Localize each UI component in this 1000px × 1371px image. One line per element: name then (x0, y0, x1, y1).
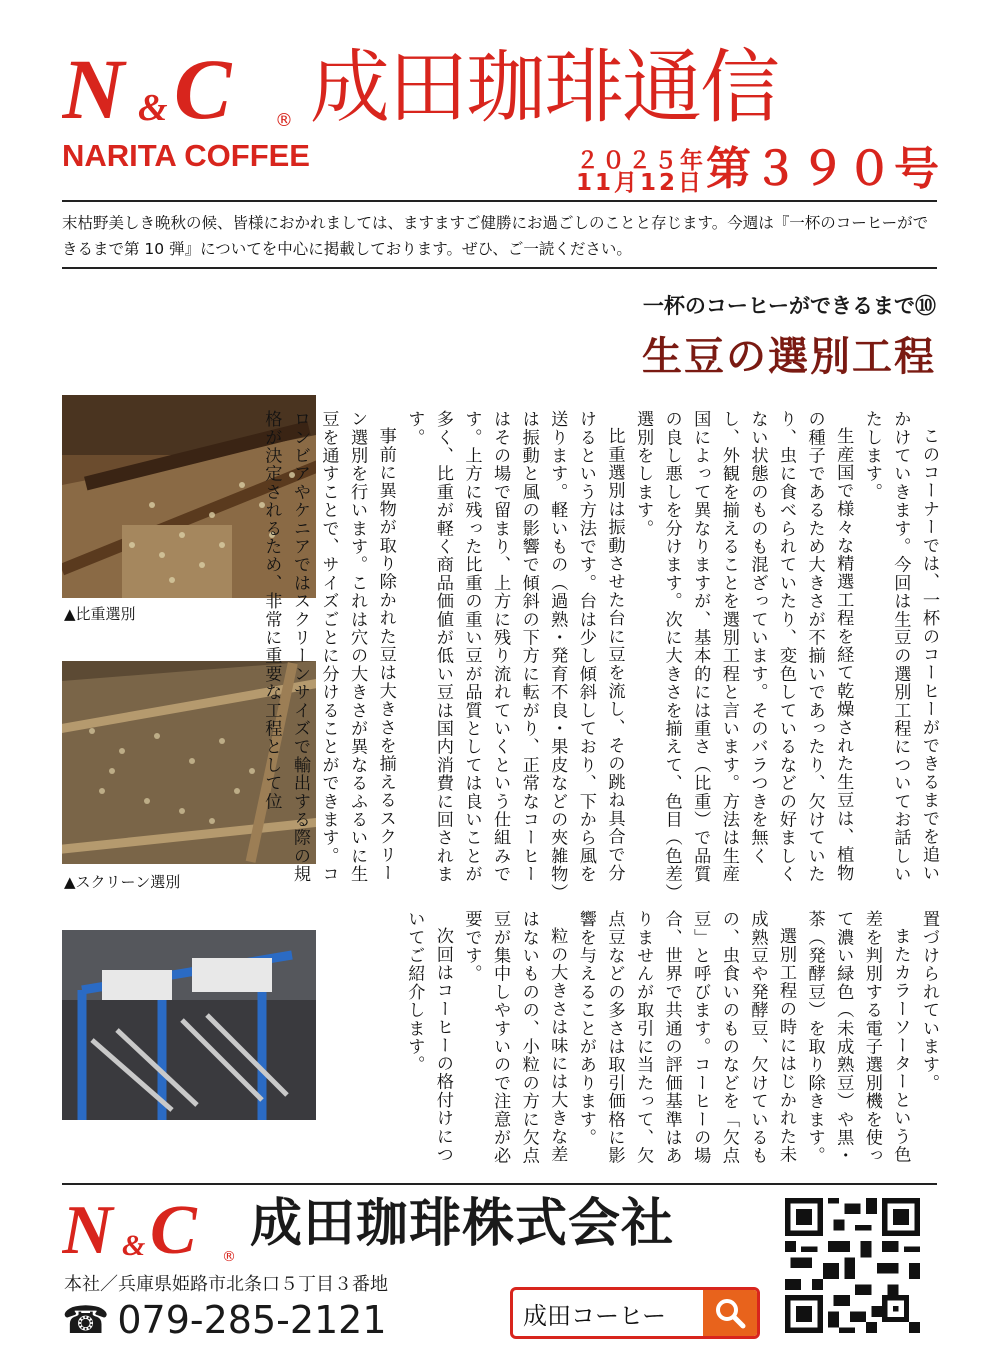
article-body-top (261, 410, 943, 895)
search-banner[interactable] (510, 1287, 760, 1339)
photo-caption-screen: ▲スクリーン選別 (64, 873, 181, 891)
article-paragraph: このコーナーでは、一杯のコーヒーができるまでを追いかけていきます。今回は生豆の選別工程についてお話しいたします。 (861, 410, 939, 884)
issue-number: 第３９０号 (706, 142, 942, 195)
newsletter-title: 成田珈琲通信 (310, 41, 778, 134)
article-paragraph: 次回はコーヒーの格付けについてご紹介します。 (404, 910, 453, 1164)
brand-name-en: NARITA COFFEE (62, 138, 310, 173)
svg-text:N: N (62, 1195, 113, 1265)
photo-color-sorter (62, 930, 316, 1120)
qr-code-icon[interactable] (785, 1198, 920, 1333)
article-paragraph: 置づけられています。 (919, 910, 939, 1092)
issue-date-year: ２０２５年 (576, 148, 706, 174)
phone-number: 079-285-2121 (117, 1298, 387, 1342)
article-paragraph: 生産国で様々な精選工程を経て乾燥された生豆は、植物の種子であるため大きさが不揃いであったり、欠けていたり、虫に食べられていたり、変色しているなどの好ましくない状態のものも混ざっています。そのバラつきを無くし、外観を揃えることを選別工程と言います。方法は生産国によって異なりますが、基本的には重さ（比重）で品質の良し悪しを分けます。次に大きさを揃えて、色目（色差）選別をします。 (633, 410, 854, 893)
divider-footer (62, 1183, 937, 1185)
article-paragraph: 粒の大きさは味には大きな差はないものの、小粒の方に欠点豆が集中しやすいので注意が必要です。 (461, 910, 568, 1165)
svg-text:&: & (122, 1229, 146, 1262)
article-paragraph: またカラーソーターという色差を判別する電子選別機を使って濃い緑色（未成熟豆）や黒・茶（発酵豆）を取り除きます。 (804, 910, 911, 1165)
search-banner-text: 成田コーヒー (523, 1301, 667, 1330)
footer-logo-mark (62, 1195, 242, 1265)
photo-caption-gravity: ▲比重選別 (64, 605, 136, 623)
article-paragraph: 比重選別は振動させた台に豆を流し、その跳ね具合で分けるという方法です。台は少し傾斜しており、下から風を送ります。軽いもの（過熟・発育不良・果皮などの夾雑物）は振動と風の影響で傾斜の下方に転がり、正常なコーヒーはその場で留まり、上方に残り流れていくという仕組みです。上方に残った比重の重い豆が品質としては良いことが多く、比重が軽く商品価値が低い豆は国内消費に回されます。 (404, 410, 625, 893)
greeting-text: 末枯野美しき晩秋の候、皆様におかれましては、ますますご健勝にお過ごしのことと存じます。今週は『一杯のコーヒーができるまで第 10 弾』についてを中心に掲載しております。ぜひ、ご一読ください。 (62, 214, 929, 258)
svg-text:&: & (138, 87, 168, 129)
svg-text:®: ® (222, 1249, 236, 1265)
search-icon[interactable] (703, 1290, 757, 1336)
company-phone (62, 1298, 387, 1342)
article-headline: 生豆の選別工程 (642, 333, 936, 380)
company-name: 成田珈琲株式会社 (250, 1194, 675, 1254)
issue-date (576, 150, 706, 194)
svg-text:C: C (174, 48, 232, 133)
article-paragraph: 事前に異物が取り除かれた豆は大きさを揃えるスクリーン選別を行います。これは穴の大きさが異なるふるいに生豆を通すことで、サイズごとに分けることができます。コロンビアやケニアではスクリーンサイズで輸出する際の規格が決定されるため、非常に重要な工程として位 (261, 410, 396, 884)
brand-logo (62, 48, 312, 176)
article-paragraph: 選別工程の時にはじかれた未成熟豆や発酵豆、欠けているもの、虫食いのものなどを「欠点豆」と呼びます。コーヒーの場合、世界で共通の評価基準はありませんが取引に当たって、欠点豆などの多さは取引価格に影響を与えることがあります。 (575, 910, 797, 1165)
article-body-bottom (328, 910, 943, 1170)
svg-text:®: ® (275, 110, 293, 131)
nc-logo-mark (62, 48, 302, 133)
phone-icon: ☎ (62, 1298, 110, 1342)
svg-text:C: C (150, 1195, 197, 1265)
issue-date-day: 11月12日 (576, 170, 705, 196)
svg-text:N: N (62, 48, 125, 133)
divider-greeting (62, 267, 937, 269)
article-subtitle: 一杯のコーヒーができるまで⑩ (642, 293, 936, 318)
company-address: 本社／兵庫県姫路市北条口５丁目３番地 (64, 1274, 388, 1295)
divider-top (62, 200, 937, 202)
